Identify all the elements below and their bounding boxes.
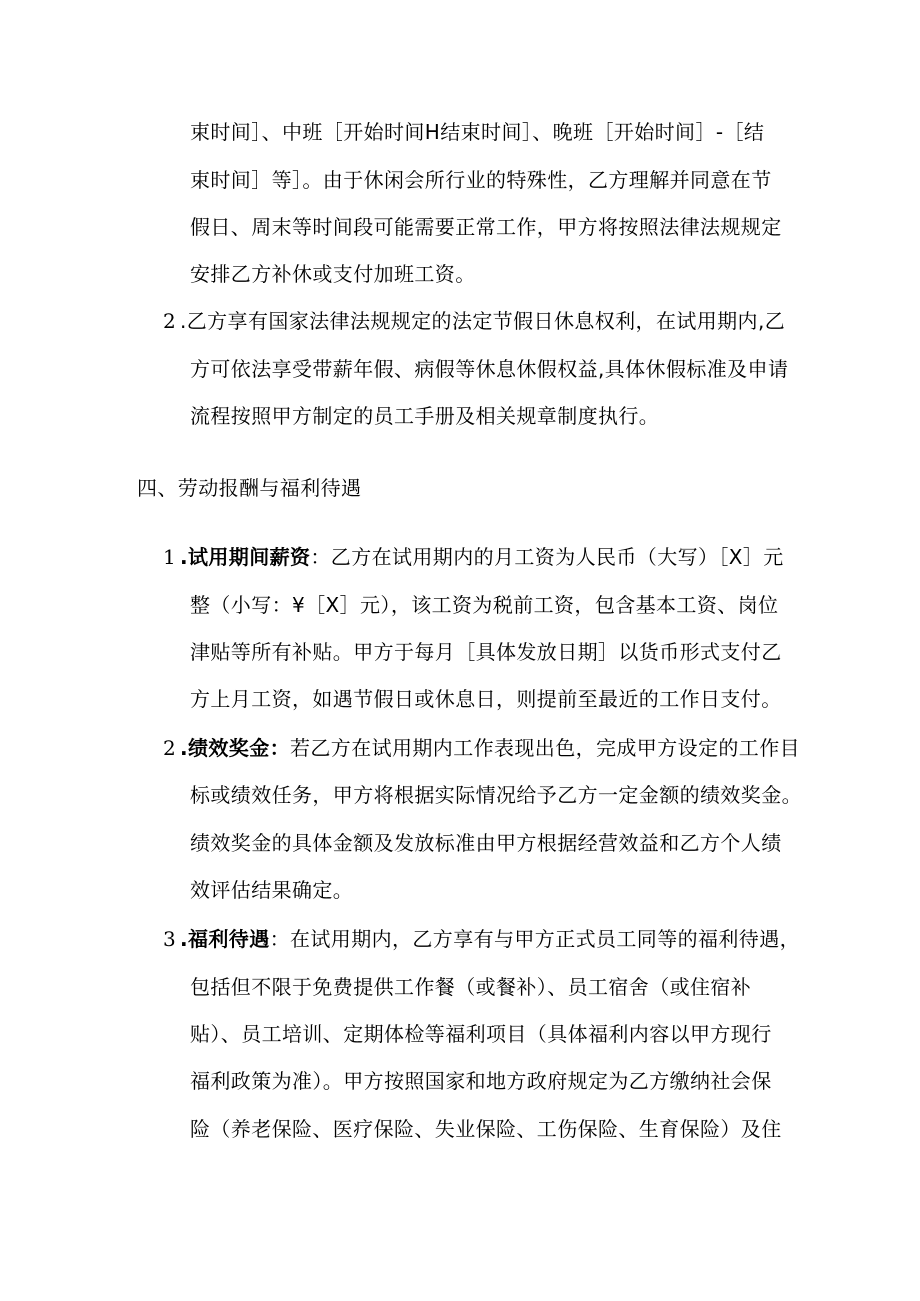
paragraph-line: 束时间］、中班［开始时间H结束时间］、晚班［开始时间］-［结	[190, 120, 765, 144]
paragraph-line: 整（小写：¥［X］元），该工资为税前工资，包含基本工资、岗位	[190, 593, 779, 617]
list-number: 2	[163, 736, 176, 760]
list-number: 2	[163, 309, 176, 333]
item-title: .绩效奖金：	[180, 736, 290, 760]
item-text: 若乙方在试用期内工作表现出色，完成甲方设定的工作目	[290, 736, 800, 760]
paragraph-line: 绩效奖金的具体金额及发放标准由甲方根据经营效益和乙方个人绩	[190, 831, 782, 855]
paragraph-line: .乙方享有国家法律法规规定的法定节假日休息权利，在试用期内,乙	[180, 309, 786, 333]
paragraph-line: 险（养老保险、医疗保险、失业保险、工伤保险、生育保险）及住	[190, 1117, 782, 1141]
paragraph-line: 方上月工资，如遇节假日或休息日，则提前至最近的工作日支付。	[190, 687, 782, 711]
paragraph-line: 流程按照甲方制定的员工手册及相关规章制度执行。	[190, 404, 660, 428]
paragraph-line: 贴）、员工培训、定期体检等福利项目（具体福利内容以甲方现行	[190, 1022, 772, 1046]
paragraph-line: 方可依法享受带薪年假、病假等休息休假权益,具体休假标准及申请	[190, 357, 789, 381]
paragraph-line: 津贴等所有补贴。甲方于每月［具体发放日期］以货币形式支付乙	[190, 640, 782, 664]
paragraph-line: 效评估结果确定。	[190, 878, 354, 902]
list-number: 1	[163, 545, 176, 569]
list-item-first-line	[180, 733, 800, 763]
paragraph-line: 包括但不限于免费提供工作餐（或餐补）、员工宿舍（或住宿补	[190, 975, 752, 999]
list-item-first-line	[180, 924, 800, 954]
paragraph-line: 假日、周末等时间段可能需要正常工作，甲方将按照法律法规规定	[190, 215, 782, 239]
section-heading: 四、劳动报酬与福利待遇	[137, 476, 362, 500]
item-text: ：乙方在试用期内的月工资为人民币（大写）［X］元	[310, 545, 784, 569]
paragraph-line: 安排乙方补休或支付加班工资。	[190, 262, 476, 286]
item-title: .试用期间薪资	[180, 545, 311, 569]
list-item-first-line	[180, 542, 784, 572]
item-title: .福利待遇	[180, 927, 270, 951]
item-text: ：在试用期内，乙方享有与甲方正式员工同等的福利待遇，	[269, 927, 801, 951]
list-number: 3	[163, 927, 176, 951]
paragraph-line: 福利政策为准）。甲方按照国家和地方政府规定为乙方缴纳社会保	[190, 1069, 772, 1093]
paragraph-line: 束时间］等］。由于休闲会所行业的特殊性，乙方理解并同意在节	[190, 168, 772, 192]
paragraph-line: 标或绩效任务，甲方将根据实际情况给予乙方一定金额的绩效奖金。	[190, 783, 802, 807]
